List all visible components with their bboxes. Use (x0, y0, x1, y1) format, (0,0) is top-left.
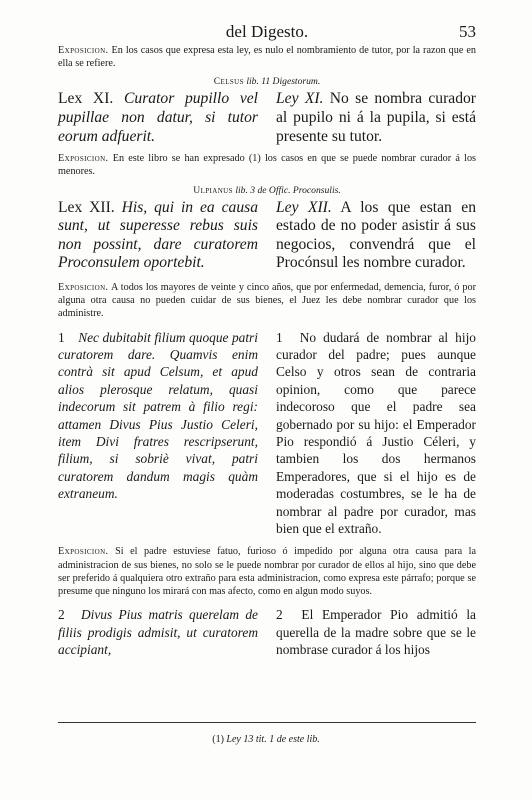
latin-text: His, qui in ea causa sunt, ut superesse rebus suis non possint, dare curatorem Proconsulem oportebit. (58, 198, 258, 272)
spanish-paragraph (276, 199, 476, 273)
spanish-column (276, 329, 476, 538)
exposition-1 (58, 44, 476, 70)
latin-paragraph (58, 606, 258, 658)
law-12 (58, 199, 476, 273)
law-number-spanish: Ley XII. (276, 198, 332, 216)
paragraph-2 (58, 606, 476, 658)
paragraph-number: 1 (58, 329, 65, 345)
latin-paragraph (58, 90, 258, 146)
exposition-text: En este libro se han expresado (1) los casos en que se puede nombrar curador á los menores. (58, 153, 477, 178)
spanish-paragraph (276, 606, 476, 658)
source-ref: lib. 11 Digestorum. (246, 76, 321, 88)
exposition-text: Si el padre estuviese fatuo, furioso ó impedido por alguna otra causa para la administracion de sus bienes, no solo se le puede nombrar por curador de ellos al hijo, sino que debe ser preferido á qualquiera otro extraño para esta administracion, como expresa este párrafo; porque se presume que ninguno los mirará con mas afecto, como en algun modo suyos. (58, 546, 477, 598)
page-number: 53 (459, 22, 476, 41)
exposition-2 (58, 152, 476, 178)
spanish-column (276, 199, 476, 273)
source-ref: lib. 3 de Offic. Proconsulis. (235, 184, 341, 196)
source-author: Ulpianus (193, 184, 233, 196)
exposition-label: Exposicion. (58, 546, 109, 558)
latin-column (58, 329, 258, 538)
latin-text: Curator pupillo vel pupillae non datur, si tutor eorum adfuerit. (58, 90, 259, 145)
source-author: Celsus (213, 76, 244, 88)
spanish-text: A los que estan en estado de no poder asistir á sus negocios, convendrá que el Procónsul les nombre curador. (276, 198, 476, 272)
spanish-text: No se nombra curador al pupilo ni á la pupila, si está presente su tutor. (276, 90, 476, 145)
spanish-paragraph (276, 90, 476, 146)
latin-text: Nec dubitabit filium quoque patri curatorem dare. Quamvis enim contrà sit apud Celsum, et apud alios plerosque relatum, quasi indecorum sit patrem à filio regi: attamen Divus Pius Justio Celeri, item Divi fratres rescripserunt, filium, si sobriè vivat, patri curatorem dandum magis quàm extraneum. (58, 329, 258, 502)
exposition-4 (58, 545, 476, 598)
paragraph-number: 2 (58, 607, 65, 623)
latin-column (58, 90, 258, 146)
paragraph-number: 2 (276, 607, 283, 623)
page (58, 14, 476, 658)
spanish-paragraph (276, 329, 476, 538)
law-number-latin: Lex XII. (58, 198, 115, 216)
paragraph-1 (58, 329, 476, 538)
footnote (0, 734, 532, 745)
exposition-label: Exposicion. (58, 45, 109, 56)
spanish-text: El Emperador Pio admitió la querella de la madre sobre que se le nombrase curador á los hijos (276, 607, 476, 658)
exposition-text: A todos los mayores de veinte y cinco años, que por enfermedad, demencia, furor, ó por alguna otra causa no pueden cuidar de sus bienes, el Juez les debe nombrar curador que los administre. (58, 281, 476, 320)
latin-text: Divus Pius matris querelam de filiis prodigis admisit, ut curatorem accipiant, (58, 607, 258, 658)
law-11 (58, 90, 476, 146)
exposition-3 (58, 281, 476, 321)
latin-paragraph (58, 199, 258, 273)
footnote-number: (1) (212, 734, 224, 745)
spanish-column (276, 90, 476, 146)
latin-column (58, 199, 258, 273)
exposition-label: Exposicion. (58, 153, 109, 165)
exposition-label: Exposicion. (58, 281, 109, 293)
paragraph-number: 1 (276, 329, 283, 345)
source-citation-2 (58, 185, 476, 197)
law-number-latin: Lex XI. (58, 90, 114, 108)
spanish-text: No dudará de nombrar al hijo curador del padre; pues aunque Celso y otros sean de contraria opinion, como que parece indecoroso que el padre sea gobernado por su hijo: el Emperador Pio respondió á Justio Céleri, y tambien los dos hermanos Emperadores, que si el hijo es de moderadas costumbres, se le ha de nombrar al padre por curador, mas bien que el extraño. (276, 329, 476, 537)
exposition-text: En los casos que expresa esta ley, es nulo el nombramiento de tutor, por la razon que en ella se refiere. (58, 45, 476, 70)
latin-column (58, 606, 258, 658)
page-header (58, 14, 476, 44)
law-number-spanish: Ley XI. (276, 90, 324, 108)
running-title: del Digesto. (225, 22, 309, 41)
footnote-rule (58, 722, 476, 723)
footnote-text: Ley 13 tit. 1 de este lib. (226, 734, 320, 745)
latin-paragraph (58, 329, 258, 503)
source-citation-1 (58, 76, 476, 88)
spanish-column (276, 606, 476, 658)
